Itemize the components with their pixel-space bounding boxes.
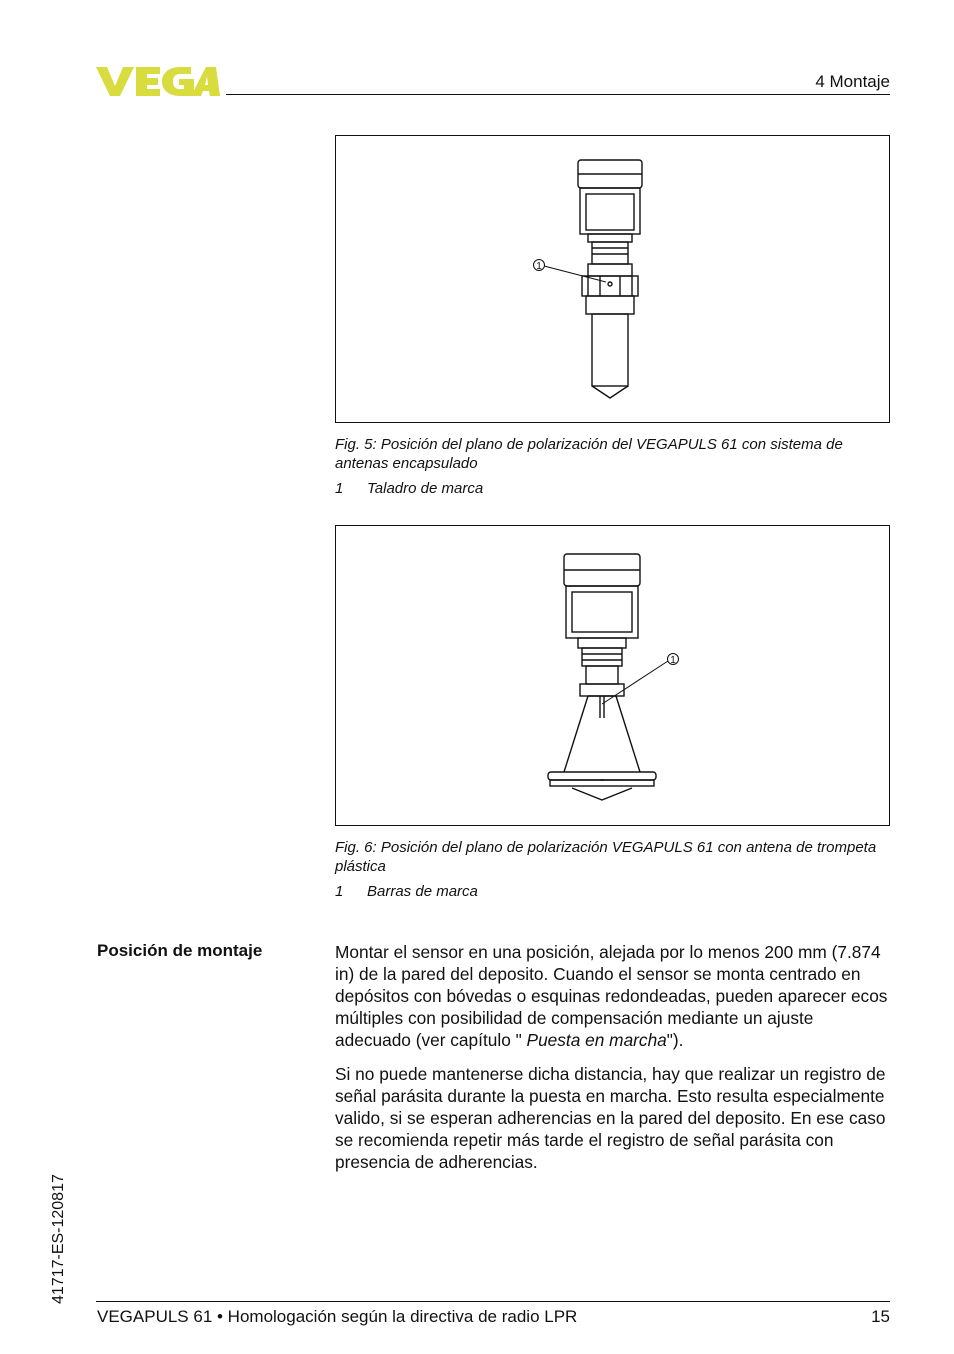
figure-6-caption: Fig. 6: Posición del plano de polarización VEGAPULS 61 con antena de trompeta plástica — [335, 839, 877, 875]
paragraph-1 — [335, 941, 891, 1051]
paragraph-2-text: Si no puede mantenerse dicha distancia, hay que realizar un registro de señal parásita durante la puesta en marcha. Esto resulta especialmente valido, si se esperan adherencias en la pared del deposito. En ese caso se recomienda repetir más tarde el registro de señal parásita con presencia de adherencias. — [335, 1064, 886, 1172]
paragraph-1-text: Montar el sensor en una posición, alejada por lo menos 200 mm (7.874 in) de la pared del deposito. Cuando el sensor se monta centrado en depósitos con bóvedas o esquinas redondeadas, pueden aparecer ecos múltiples con posibilidad de compensación mediante un ajuste adecuado (ver capítulo " — [335, 942, 888, 1050]
page-number: 15 — [871, 1307, 890, 1326]
section-heading: Posición de montaje — [97, 941, 263, 960]
figure-5-caption: Fig. 5: Posición del plano de polarización del VEGAPULS 61 con sistema de antenas encapsulado — [335, 436, 843, 472]
figure-5-box — [335, 135, 890, 423]
figure-6-legend — [335, 883, 891, 900]
paragraph-1-reference: Puesta en marcha — [526, 1030, 667, 1050]
chapter-title: 4 Montaje — [815, 72, 890, 91]
legend-number: 1 — [335, 883, 344, 900]
footer-rule — [96, 1301, 890, 1302]
figure-6-box — [335, 525, 890, 826]
horn-antenna-drawing — [336, 526, 889, 825]
legend-number: 1 — [335, 480, 344, 497]
header-rule — [226, 94, 890, 95]
legend-text: Barras de marca — [367, 883, 478, 900]
document-code: 41717-ES-120817 — [50, 1174, 67, 1304]
legend-text: Taladro de marca — [367, 480, 484, 497]
paragraph-1-end: "). — [666, 1030, 684, 1050]
paragraph-2 — [335, 1063, 891, 1173]
encapsulated-antenna-drawing — [336, 136, 889, 422]
figure-5-legend — [335, 480, 891, 497]
figure-6-marker: 1 — [670, 655, 676, 666]
vega-logo — [96, 64, 220, 98]
figure-5-marker: 1 — [536, 261, 542, 272]
footer-title: VEGAPULS 61 • Homologación según la directiva de radio LPR — [97, 1307, 578, 1326]
